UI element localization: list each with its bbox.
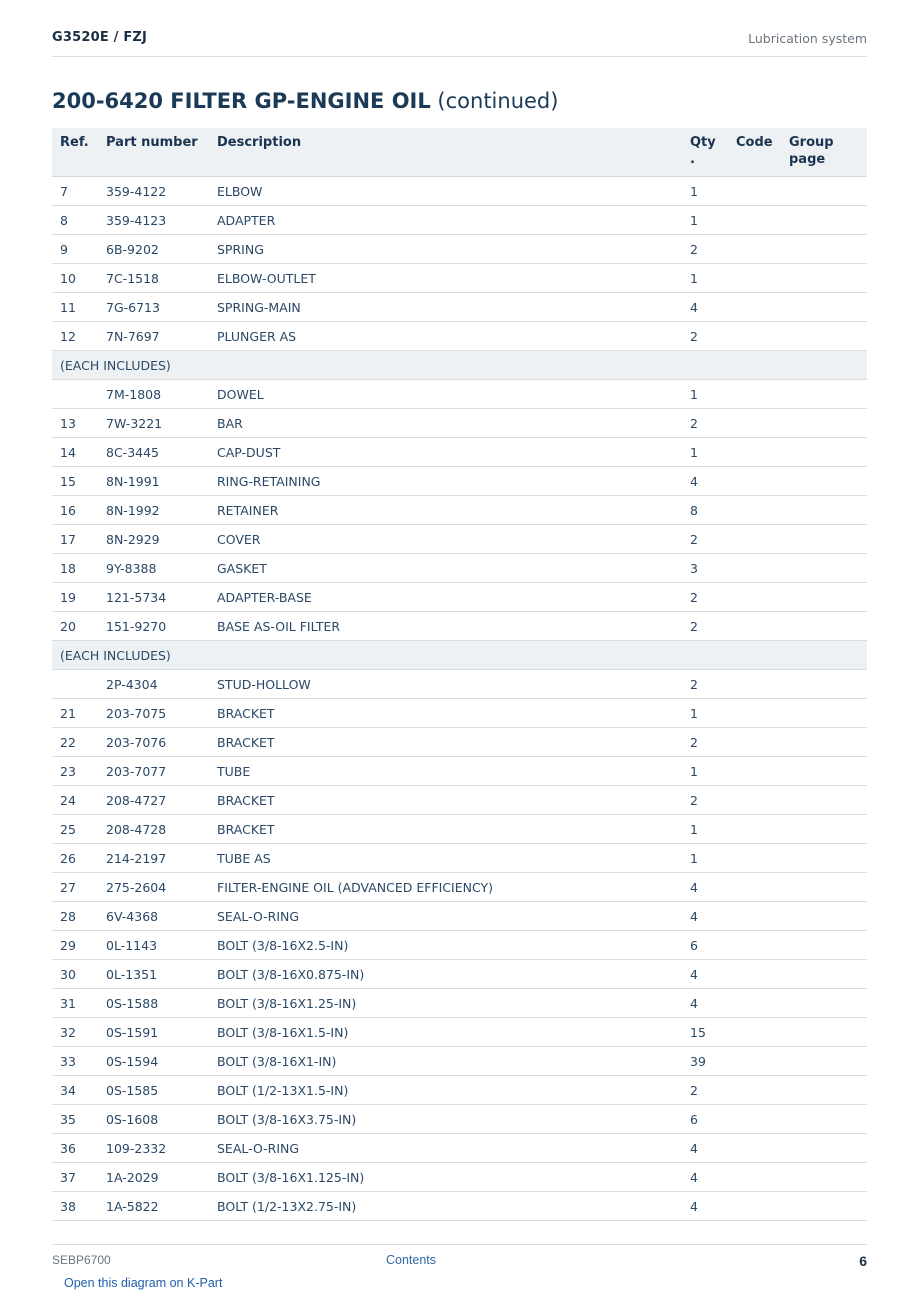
cell-ref: 30 <box>52 960 98 989</box>
cell-part-number: 6B-9202 <box>98 235 209 264</box>
cell-part-number: 9Y-8388 <box>98 554 209 583</box>
cell-code <box>728 757 781 786</box>
table-row <box>52 467 867 496</box>
table-row <box>52 873 867 902</box>
cell-part-number: 7N-7697 <box>98 322 209 351</box>
table-row <box>52 902 867 931</box>
table-row <box>52 235 867 264</box>
cell-code <box>728 177 781 206</box>
title-main: 200-6420 FILTER GP-ENGINE OIL <box>52 89 431 113</box>
cell-description: BAR <box>209 409 682 438</box>
header-part-number: Part number <box>98 128 209 177</box>
cell-part-number: 0L-1351 <box>98 960 209 989</box>
cell-group-page <box>781 409 867 438</box>
cell-group-page <box>781 380 867 409</box>
cell-ref: 32 <box>52 1018 98 1047</box>
cell-group-page <box>781 844 867 873</box>
cell-code <box>728 1163 781 1192</box>
cell-code <box>728 496 781 525</box>
cell-group-page <box>781 496 867 525</box>
cell-qty: 4 <box>682 293 728 322</box>
header-qty-line1: Qty <box>690 135 716 150</box>
cell-group-page <box>781 989 867 1018</box>
cell-group-page <box>781 177 867 206</box>
cell-ref: 21 <box>52 699 98 728</box>
cell-group-page <box>781 728 867 757</box>
cell-group-page <box>781 960 867 989</box>
table-row <box>52 728 867 757</box>
cell-description: BOLT (3/8-16X1-IN) <box>209 1047 682 1076</box>
cell-qty: 2 <box>682 583 728 612</box>
cell-code <box>728 1134 781 1163</box>
cell-ref: 15 <box>52 467 98 496</box>
table-row <box>52 554 867 583</box>
cell-code <box>728 1105 781 1134</box>
cell-code <box>728 815 781 844</box>
cell-ref: 16 <box>52 496 98 525</box>
cell-ref: 14 <box>52 438 98 467</box>
cell-code <box>728 554 781 583</box>
parts-table-header <box>52 128 867 177</box>
cell-qty: 6 <box>682 931 728 960</box>
cell-qty: 1 <box>682 699 728 728</box>
cell-code <box>728 844 781 873</box>
cell-part-number: 7C-1518 <box>98 264 209 293</box>
cell-qty: 4 <box>682 873 728 902</box>
table-row <box>52 815 867 844</box>
cell-group-page <box>781 786 867 815</box>
cell-ref: 29 <box>52 931 98 960</box>
cell-group-page <box>781 293 867 322</box>
cell-part-number: 121-5734 <box>98 583 209 612</box>
cell-part-number: 359-4123 <box>98 206 209 235</box>
cell-code <box>728 467 781 496</box>
cell-description: COVER <box>209 525 682 554</box>
cell-group-page <box>781 1076 867 1105</box>
cell-code <box>728 670 781 699</box>
cell-code <box>728 235 781 264</box>
cell-description: GASKET <box>209 554 682 583</box>
cell-group-page <box>781 699 867 728</box>
table-row <box>52 293 867 322</box>
cell-description: PLUNGER AS <box>209 322 682 351</box>
cell-group-page <box>781 554 867 583</box>
cell-group-page <box>781 612 867 641</box>
cell-description: ELBOW-OUTLET <box>209 264 682 293</box>
cell-description: BOLT (3/8-16X2.5-IN) <box>209 931 682 960</box>
cell-qty: 4 <box>682 1192 728 1221</box>
cell-description: RETAINER <box>209 496 682 525</box>
cell-description: BASE AS-OIL FILTER <box>209 612 682 641</box>
table-row <box>52 583 867 612</box>
cell-part-number: 7W-3221 <box>98 409 209 438</box>
cell-part-number: 0S-1594 <box>98 1047 209 1076</box>
cell-qty: 1 <box>682 815 728 844</box>
cell-code <box>728 438 781 467</box>
cell-code <box>728 1018 781 1047</box>
cell-group-page <box>781 322 867 351</box>
cell-description: DOWEL <box>209 380 682 409</box>
table-row <box>52 1047 867 1076</box>
cell-group-page <box>781 1047 867 1076</box>
cell-part-number: 208-4727 <box>98 786 209 815</box>
cell-description: BOLT (3/8-16X1.5-IN) <box>209 1018 682 1047</box>
cell-part-number: 7G-6713 <box>98 293 209 322</box>
cell-description: TUBE AS <box>209 844 682 873</box>
table-row <box>52 206 867 235</box>
group-row <box>52 641 867 670</box>
cell-part-number: 1A-5822 <box>98 1192 209 1221</box>
table-row <box>52 757 867 786</box>
cell-description: RING-RETAINING <box>209 467 682 496</box>
cell-part-number: 8C-3445 <box>98 438 209 467</box>
cell-code <box>728 1192 781 1221</box>
cell-qty: 4 <box>682 902 728 931</box>
table-row <box>52 960 867 989</box>
cell-qty: 4 <box>682 989 728 1018</box>
table-row <box>52 525 867 554</box>
header-description: Description <box>209 128 682 177</box>
cell-code <box>728 902 781 931</box>
cell-part-number: 214-2197 <box>98 844 209 873</box>
document-id: SEBP6700 <box>52 1253 111 1267</box>
cell-description: ADAPTER-BASE <box>209 583 682 612</box>
cell-part-number: 8N-2929 <box>98 525 209 554</box>
title-suffix: (continued) <box>430 89 559 113</box>
table-row <box>52 1134 867 1163</box>
cell-group-page <box>781 1018 867 1047</box>
cell-ref: 38 <box>52 1192 98 1221</box>
table-row <box>52 264 867 293</box>
cell-code <box>728 989 781 1018</box>
table-row <box>52 177 867 206</box>
cell-ref <box>52 380 98 409</box>
cell-part-number: 203-7075 <box>98 699 209 728</box>
cell-code <box>728 206 781 235</box>
cell-ref: 33 <box>52 1047 98 1076</box>
cell-code <box>728 264 781 293</box>
cell-description: BRACKET <box>209 728 682 757</box>
cell-qty: 2 <box>682 322 728 351</box>
table-row <box>52 1105 867 1134</box>
group-label: (EACH INCLUDES) <box>52 351 867 380</box>
cell-code <box>728 409 781 438</box>
cell-ref: 19 <box>52 583 98 612</box>
cell-qty: 6 <box>682 1105 728 1134</box>
cell-part-number: 6V-4368 <box>98 902 209 931</box>
cell-qty: 1 <box>682 380 728 409</box>
cell-part-number: 0S-1588 <box>98 989 209 1018</box>
cell-qty: 1 <box>682 206 728 235</box>
page-footer <box>52 1244 867 1275</box>
cell-part-number: 203-7076 <box>98 728 209 757</box>
contents-link[interactable]: Contents <box>386 1253 437 1267</box>
cell-ref: 37 <box>52 1163 98 1192</box>
table-row <box>52 409 867 438</box>
cell-qty: 1 <box>682 177 728 206</box>
cell-description: SPRING <box>209 235 682 264</box>
open-diagram-link[interactable]: Open this diagram on K-Part <box>64 1276 223 1290</box>
cell-group-page <box>781 1192 867 1221</box>
cell-group-page <box>781 1134 867 1163</box>
cell-code <box>728 873 781 902</box>
cell-qty: 4 <box>682 1134 728 1163</box>
parts-table <box>52 128 867 1221</box>
cell-ref: 20 <box>52 612 98 641</box>
model-label: G3520E / FZJ <box>52 30 148 45</box>
cell-qty: 1 <box>682 757 728 786</box>
header-group-line2: page <box>789 152 826 167</box>
table-row <box>52 844 867 873</box>
cell-group-page <box>781 815 867 844</box>
cell-ref: 26 <box>52 844 98 873</box>
cell-description: BOLT (1/2-13X2.75-IN) <box>209 1192 682 1221</box>
table-row <box>52 786 867 815</box>
table-row <box>52 670 867 699</box>
cell-ref: 23 <box>52 757 98 786</box>
table-row <box>52 496 867 525</box>
cell-ref: 8 <box>52 206 98 235</box>
cell-description: BOLT (3/8-16X3.75-IN) <box>209 1105 682 1134</box>
cell-code <box>728 583 781 612</box>
cell-group-page <box>781 1105 867 1134</box>
cell-group-page <box>781 467 867 496</box>
cell-description: STUD-HOLLOW <box>209 670 682 699</box>
cell-qty: 2 <box>682 1076 728 1105</box>
cell-description: SEAL-O-RING <box>209 902 682 931</box>
cell-description: BRACKET <box>209 786 682 815</box>
cell-qty: 2 <box>682 728 728 757</box>
cell-code <box>728 1076 781 1105</box>
cell-group-page <box>781 525 867 554</box>
cell-part-number: 0S-1608 <box>98 1105 209 1134</box>
page-title <box>52 89 558 113</box>
cell-description: BOLT (3/8-16X1.125-IN) <box>209 1163 682 1192</box>
cell-code <box>728 931 781 960</box>
cell-qty: 8 <box>682 496 728 525</box>
page-header <box>52 28 867 57</box>
cell-qty: 1 <box>682 264 728 293</box>
cell-group-page <box>781 438 867 467</box>
cell-part-number: 203-7077 <box>98 757 209 786</box>
cell-part-number: 1A-2029 <box>98 1163 209 1192</box>
cell-description: BOLT (3/8-16X1.25-IN) <box>209 989 682 1018</box>
cell-part-number: 0L-1143 <box>98 931 209 960</box>
section-label: Lubrication system <box>748 31 867 46</box>
cell-ref: 35 <box>52 1105 98 1134</box>
cell-ref: 36 <box>52 1134 98 1163</box>
cell-ref: 13 <box>52 409 98 438</box>
cell-part-number: 8N-1992 <box>98 496 209 525</box>
cell-qty: 1 <box>682 438 728 467</box>
cell-group-page <box>781 583 867 612</box>
cell-code <box>728 525 781 554</box>
cell-part-number: 8N-1991 <box>98 467 209 496</box>
cell-description: SEAL-O-RING <box>209 1134 682 1163</box>
cell-ref: 11 <box>52 293 98 322</box>
cell-qty: 2 <box>682 409 728 438</box>
cell-qty: 1 <box>682 844 728 873</box>
cell-description: FILTER-ENGINE OIL (ADVANCED EFFICIENCY) <box>209 873 682 902</box>
cell-ref: 22 <box>52 728 98 757</box>
cell-qty: 2 <box>682 786 728 815</box>
cell-group-page <box>781 757 867 786</box>
cell-group-page <box>781 670 867 699</box>
cell-description: BRACKET <box>209 699 682 728</box>
cell-qty: 15 <box>682 1018 728 1047</box>
header-qty <box>682 128 728 177</box>
cell-qty: 4 <box>682 1163 728 1192</box>
cell-group-page <box>781 873 867 902</box>
cell-qty: 4 <box>682 960 728 989</box>
cell-description: BRACKET <box>209 815 682 844</box>
cell-group-page <box>781 206 867 235</box>
cell-qty: 2 <box>682 525 728 554</box>
table-row <box>52 1192 867 1221</box>
cell-part-number: 7M-1808 <box>98 380 209 409</box>
cell-description: TUBE <box>209 757 682 786</box>
parts-table-body <box>52 177 867 1221</box>
group-row <box>52 351 867 380</box>
table-row <box>52 1018 867 1047</box>
cell-ref: 18 <box>52 554 98 583</box>
table-row <box>52 1076 867 1105</box>
cell-group-page <box>781 931 867 960</box>
cell-description: BOLT (1/2-13X1.5-IN) <box>209 1076 682 1105</box>
cell-description: CAP-DUST <box>209 438 682 467</box>
header-group-line1: Group <box>789 135 834 150</box>
cell-qty: 3 <box>682 554 728 583</box>
header-ref: Ref. <box>52 128 98 177</box>
cell-code <box>728 1047 781 1076</box>
cell-group-page <box>781 235 867 264</box>
cell-ref: 17 <box>52 525 98 554</box>
header-group-page <box>781 128 867 177</box>
cell-ref: 12 <box>52 322 98 351</box>
cell-ref: 34 <box>52 1076 98 1105</box>
header-code: Code <box>728 128 781 177</box>
cell-ref: 25 <box>52 815 98 844</box>
cell-ref: 27 <box>52 873 98 902</box>
page-number: 6 <box>859 1253 867 1269</box>
cell-code <box>728 699 781 728</box>
cell-qty: 2 <box>682 235 728 264</box>
cell-ref <box>52 670 98 699</box>
group-label: (EACH INCLUDES) <box>52 641 867 670</box>
table-row <box>52 380 867 409</box>
cell-group-page <box>781 264 867 293</box>
cell-qty: 2 <box>682 612 728 641</box>
cell-part-number: 275-2604 <box>98 873 209 902</box>
cell-ref: 24 <box>52 786 98 815</box>
cell-description: ELBOW <box>209 177 682 206</box>
cell-group-page <box>781 902 867 931</box>
cell-ref: 9 <box>52 235 98 264</box>
cell-ref: 10 <box>52 264 98 293</box>
cell-ref: 28 <box>52 902 98 931</box>
cell-part-number: 0S-1585 <box>98 1076 209 1105</box>
cell-part-number: 0S-1591 <box>98 1018 209 1047</box>
cell-code <box>728 293 781 322</box>
cell-code <box>728 612 781 641</box>
cell-qty: 4 <box>682 467 728 496</box>
cell-code <box>728 380 781 409</box>
cell-part-number: 151-9270 <box>98 612 209 641</box>
cell-part-number: 208-4728 <box>98 815 209 844</box>
table-row <box>52 989 867 1018</box>
cell-code <box>728 786 781 815</box>
cell-ref: 7 <box>52 177 98 206</box>
cell-qty: 39 <box>682 1047 728 1076</box>
table-row <box>52 612 867 641</box>
cell-description: BOLT (3/8-16X0.875-IN) <box>209 960 682 989</box>
table-row <box>52 1163 867 1192</box>
cell-code <box>728 322 781 351</box>
cell-part-number: 2P-4304 <box>98 670 209 699</box>
table-row <box>52 699 867 728</box>
cell-part-number: 109-2332 <box>98 1134 209 1163</box>
cell-qty: 2 <box>682 670 728 699</box>
cell-ref: 31 <box>52 989 98 1018</box>
cell-group-page <box>781 1163 867 1192</box>
cell-code <box>728 728 781 757</box>
cell-code <box>728 960 781 989</box>
cell-description: SPRING-MAIN <box>209 293 682 322</box>
cell-part-number: 359-4122 <box>98 177 209 206</box>
table-row <box>52 931 867 960</box>
table-row <box>52 322 867 351</box>
header-qty-line2: . <box>690 152 695 167</box>
cell-description: ADAPTER <box>209 206 682 235</box>
table-row <box>52 438 867 467</box>
